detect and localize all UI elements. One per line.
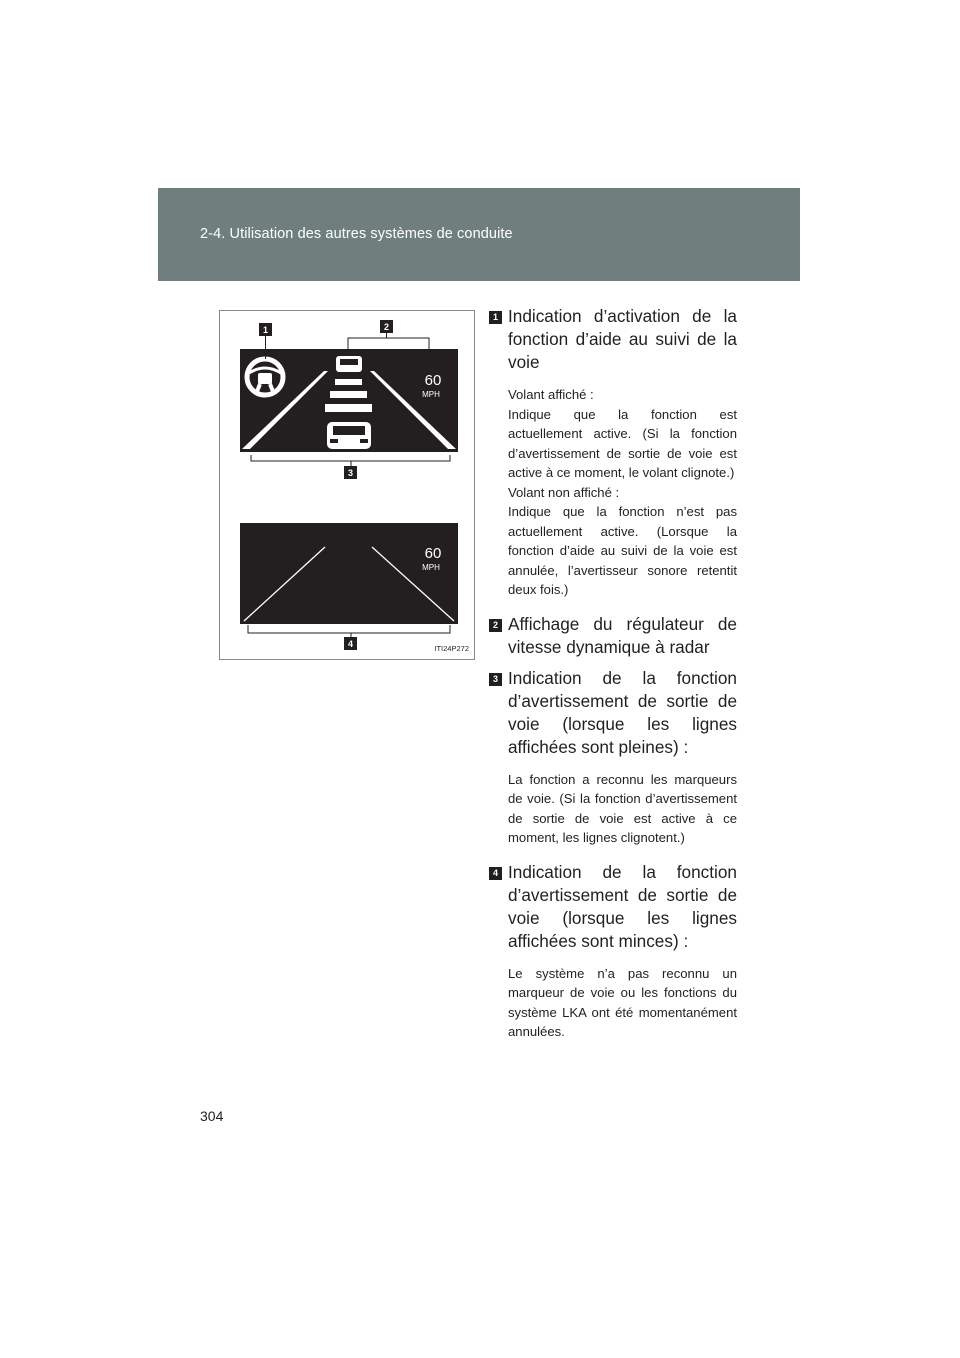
lower-speed-value: 60 — [424, 545, 442, 562]
preceding-vehicle-icon — [336, 356, 362, 372]
lower-speed-unit: MPH — [422, 563, 440, 572]
callout-3 — [251, 455, 450, 479]
item-body: Le système n’a pas reconnu un marqueur de voie ou les fonctions du système LKA ont été momentanément annulées. — [508, 965, 737, 1039]
svg-text:3: 3 — [347, 468, 354, 478]
item-title: Indication de la fonction d’avertissement de sortie de voie (lorsque les lignes affichées sont minces) : — [508, 861, 737, 951]
svg-text:4: 4 — [347, 639, 354, 649]
item-title: Indication d’activation de la fonction d’aide au suivi de la voie — [508, 306, 737, 372]
upper-speed-unit: MPH — [422, 390, 440, 399]
item-list — [489, 305, 737, 1042]
item-number-badge: 4 — [489, 867, 502, 880]
item-number-badge: 1 — [489, 311, 502, 324]
svg-text:1: 1 — [262, 325, 269, 335]
list-item — [489, 861, 737, 1042]
list-item — [489, 613, 737, 659]
list-item — [489, 667, 737, 848]
lower-display-panel — [240, 523, 458, 624]
item-number-badge: 2 — [489, 619, 502, 632]
display-illustration — [220, 311, 476, 661]
section-title: 2-4. Utilisation des autres systèmes de conduite — [200, 226, 513, 242]
figure-code: ITI24P272 — [434, 644, 469, 653]
page-number: 304 — [200, 1108, 224, 1124]
item-title: Affichage du régulateur de vitesse dynamique à radar — [508, 613, 737, 657]
svg-text:2: 2 — [383, 322, 390, 332]
upper-speed-value: 60 — [424, 372, 442, 389]
item-title: Indication de la fonction d’avertissement de sortie de voie (lorsque les lignes affichées sont pleines) : — [508, 667, 737, 757]
item-body: La fonction a reconnu les marqueurs de voie. (Si la fonction d’avertissement de sortie de voie est active à ce moment, les lignes clignotent.) — [508, 771, 737, 845]
item-number-badge: 3 — [489, 673, 502, 686]
item-body: Volant affiché : Indique que la fonction est actuellement active. (Si la fonction d’avertissement de sortie de voie est active à ce moment, le volant clignote.) Volant non affiché : Indique que la fonction n’est pas actuellement active. (Lorsque la fonction d’aide au suivi de la voie est annulée, l’avertisseur sonore retentit deux fois.) — [508, 387, 737, 597]
own-vehicle-icon — [327, 422, 371, 449]
list-item — [489, 305, 737, 600]
section-header — [158, 188, 800, 281]
figure-lka-display — [219, 310, 475, 660]
callout-4 — [248, 625, 450, 650]
